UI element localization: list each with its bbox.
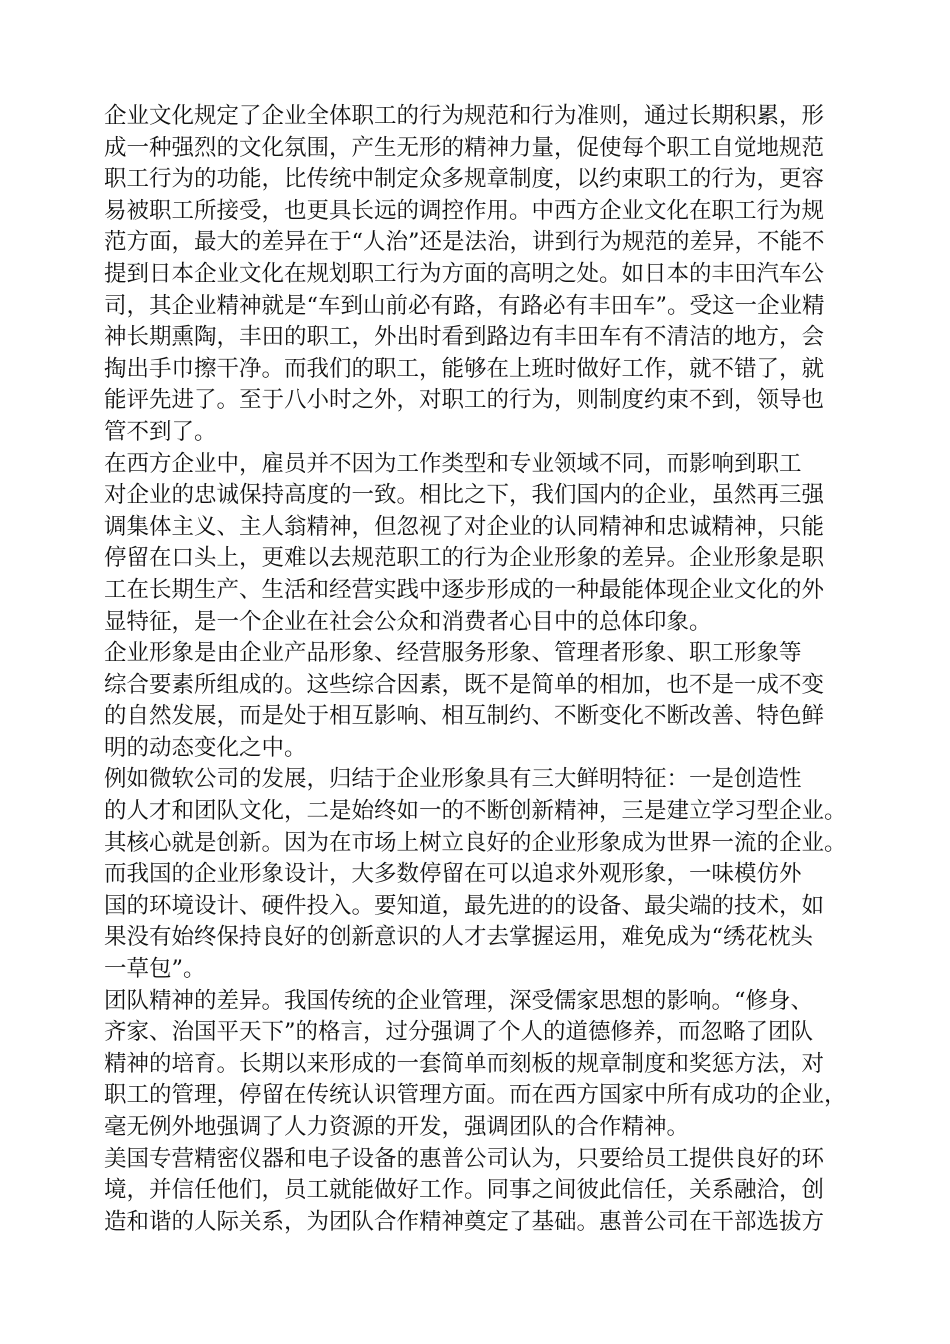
text-line: 企业形象是由企业产品形象、经营服务形象、管理者形象、职工形象等 — [104, 640, 802, 667]
text-line: 职工的管理，停留在传统认识管理方面。而在西方国家中所有成功的企业， — [104, 1082, 847, 1109]
text-line: 国的环境设计、硬件投入。要知道，最先进的的设备、最尖端的技术，如 — [104, 892, 825, 919]
text-line: 工在长期生产、生活和经营实践中逐步形成的一种最能体现企业文化的外 — [104, 576, 825, 603]
text-line: 美国专营精密仪器和电子设备的惠普公司认为，只要给员工提供良好的环 — [104, 1145, 825, 1172]
text-line: 而我国的企业形象设计，大多数停留在可以追求外观形象，一味模仿外 — [104, 861, 802, 888]
text-line: 明的动态变化之中。 — [104, 734, 307, 761]
text-line: 境，并信任他们，员工就能做好工作。同事之间彼此信任，关系融洽，创 — [104, 1177, 825, 1204]
text-line: 的人才和团队文化，二是始终如一的不断创新精神，三是建立学习型企业。 — [104, 798, 847, 825]
text-line: 停留在口头上，更难以去规范职工的行为企业形象的差异。企业形象是职 — [104, 545, 825, 572]
text-line: 司，其企业精神就是“车到山前必有路，有路必有丰田车”。受这一企业精 — [104, 292, 825, 319]
text-line: 一草包”。 — [104, 956, 206, 983]
text-line: 显特征，是一个企业在社会公众和消费者心目中的总体印象。 — [104, 608, 712, 635]
text-line: 调集体主义、主人翁精神，但忽视了对企业的认同精神和忠诚精神，只能 — [104, 513, 825, 540]
text-line: 范方面，最大的差异在于“人治”还是法治，讲到行为规范的差异，不能不 — [104, 229, 825, 256]
text-line: 掏出手巾擦干净。而我们的职工，能够在上班时做好工作，就不错了，就 — [104, 355, 825, 382]
document-page — [104, 101, 864, 1238]
text-line: 果没有始终保持良好的创新意识的人才去掌握运用，难免成为“绣花枕头 — [104, 924, 814, 951]
text-line: 神长期熏陶，丰田的职工，外出时看到路边有丰田车有不清洁的地方，会 — [104, 324, 825, 351]
text-line: 齐家、治国平天下”的格言，过分强调了个人的道德修养，而忽略了团队 — [104, 1019, 814, 1046]
text-line: 例如微软公司的发展，归结于企业形象具有三大鲜明特征：一是创造性 — [104, 766, 802, 793]
text-line: 企业文化规定了企业全体职工的行为规范和行为准则，通过长期积累，形 — [104, 103, 825, 129]
text-line: 其核心就是创新。因为在市场上树立良好的企业形象成为世界一流的企业。 — [104, 829, 847, 856]
text-line: 成一种强烈的文化氛围，产生无形的精神力量，促使每个职工自觉地规范 — [104, 134, 825, 161]
text-line: 职工行为的功能，比传统中制定众多规章制度，以约束职工的行为，更容 — [104, 166, 825, 193]
text-line: 毫无例外地强调了人力资源的开发，强调团队的合作精神。 — [104, 1114, 690, 1140]
text-line: 对企业的忠诚保持高度的一致。相比之下，我们国内的企业，虽然再三强 — [104, 482, 825, 509]
text-line: 造和谐的人际关系，为团队合作精神奠定了基础。惠普公司在干部选拔方 — [104, 1208, 825, 1235]
text-line: 管不到了。 — [104, 418, 217, 445]
text-line: 的自然发展，而是处于相互影响、相互制约、不断变化不断改善、特色鲜 — [104, 703, 825, 730]
text-line: 易被职工所接受，也更具长远的调控作用。中西方企业文化在职工行为规 — [104, 197, 825, 224]
text-line: 在西方企业中，雇员并不因为工作类型和专业领域不同，而影响到职工 — [104, 450, 802, 477]
text-line: 综合要素所组成的。这些综合因素，既不是简单的相加，也不是一成不变 — [104, 671, 825, 698]
text-line: 提到日本企业文化在规划职工行为方面的高明之处。如日本的丰田汽车公 — [104, 260, 825, 287]
text-line: 团队精神的差异。我国传统的企业管理，深受儒家思想的影响。“修身、 — [104, 987, 814, 1014]
text-line: 精神的培育。长期以来形成的一套简单而刻板的规章制度和奖惩方法，对 — [104, 1050, 825, 1077]
text-line: 能评先进了。至于八小时之外，对职工的行为，则制度约束不到，领导也 — [104, 387, 825, 414]
